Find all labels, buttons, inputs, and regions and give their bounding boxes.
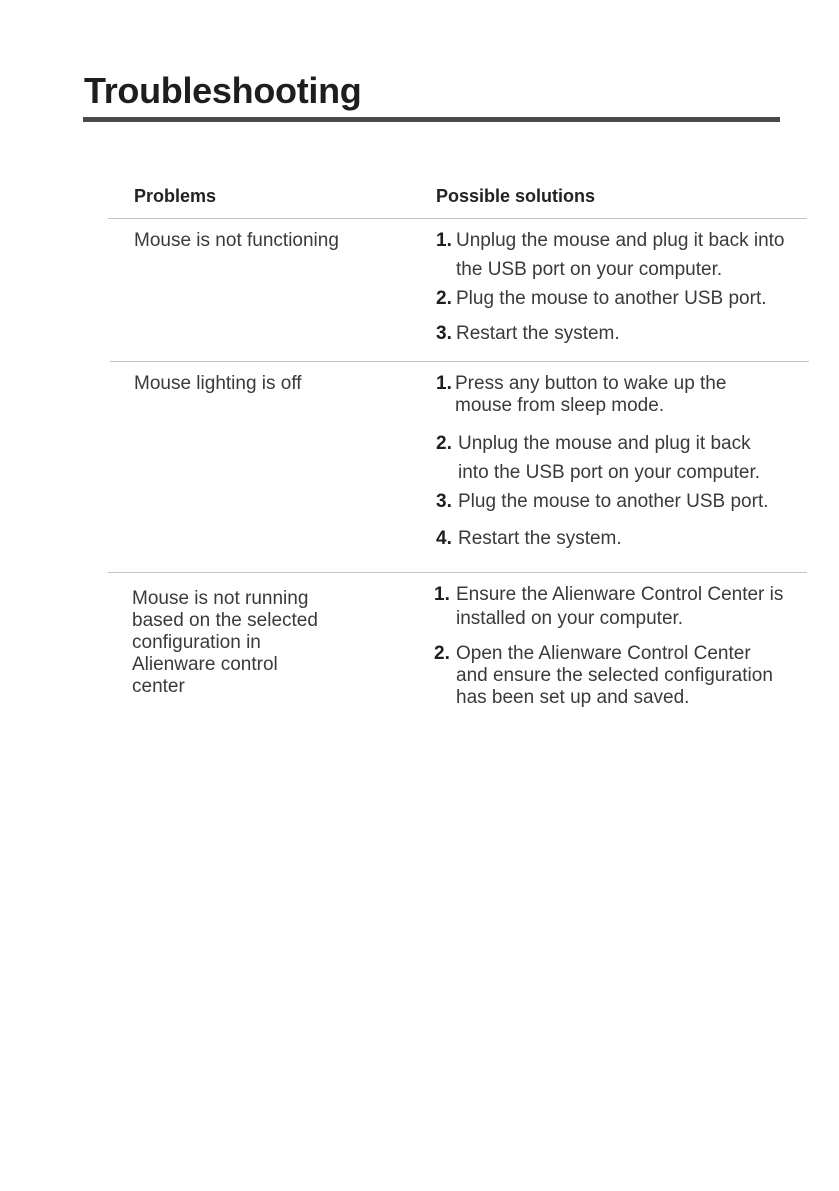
page-title: Troubleshooting bbox=[84, 70, 362, 111]
step-number: 4. bbox=[436, 528, 452, 549]
header-divider bbox=[108, 218, 807, 219]
solution-step bbox=[436, 226, 786, 284]
solution-step bbox=[436, 487, 786, 516]
step-text: Plug the mouse to another USB port. bbox=[456, 288, 767, 309]
step-number: 3. bbox=[436, 323, 452, 344]
step-text: Open the Alienware Control Center and ensure the selected configuration has been set up and saved. bbox=[456, 643, 773, 708]
step-number: 2. bbox=[436, 433, 452, 454]
solution-step bbox=[434, 583, 786, 631]
solution-step bbox=[436, 429, 786, 487]
step-number: 1. bbox=[436, 230, 452, 251]
column-header-problems: Problems bbox=[134, 186, 217, 206]
row-divider bbox=[110, 361, 809, 362]
row-divider bbox=[108, 572, 807, 573]
step-text: Unplug the mouse and plug it back into the USB port on your computer. bbox=[456, 230, 785, 280]
step-text: Restart the system. bbox=[456, 323, 620, 344]
step-number: 3. bbox=[436, 491, 452, 512]
step-text: Unplug the mouse and plug it back into the USB port on your computer. bbox=[458, 433, 761, 483]
title-underline bbox=[83, 117, 780, 122]
step-text: Plug the mouse to another USB port. bbox=[458, 491, 769, 512]
step-number: 1. bbox=[434, 584, 450, 605]
problem-cell: Mouse is not running based on the selected configuration in Alienware control center bbox=[132, 588, 318, 697]
solution-step bbox=[436, 284, 786, 313]
step-number: 2. bbox=[434, 643, 450, 664]
step-text: Restart the system. bbox=[458, 528, 622, 549]
problem-cell: Mouse is not functioning bbox=[134, 230, 339, 251]
step-text: Ensure the Alienware Control Center is installed on your computer. bbox=[456, 584, 784, 629]
solution-step bbox=[436, 319, 786, 348]
solution-step bbox=[436, 373, 786, 417]
solution-step bbox=[434, 643, 786, 709]
step-number: 2. bbox=[436, 288, 452, 309]
step-number: 1. bbox=[436, 373, 452, 394]
step-text: Press any button to wake up the mouse from sleep mode. bbox=[455, 373, 727, 416]
problem-cell: Mouse lighting is off bbox=[134, 373, 302, 394]
column-header-solutions: Possible solutions bbox=[436, 186, 596, 206]
solution-step bbox=[436, 524, 786, 553]
